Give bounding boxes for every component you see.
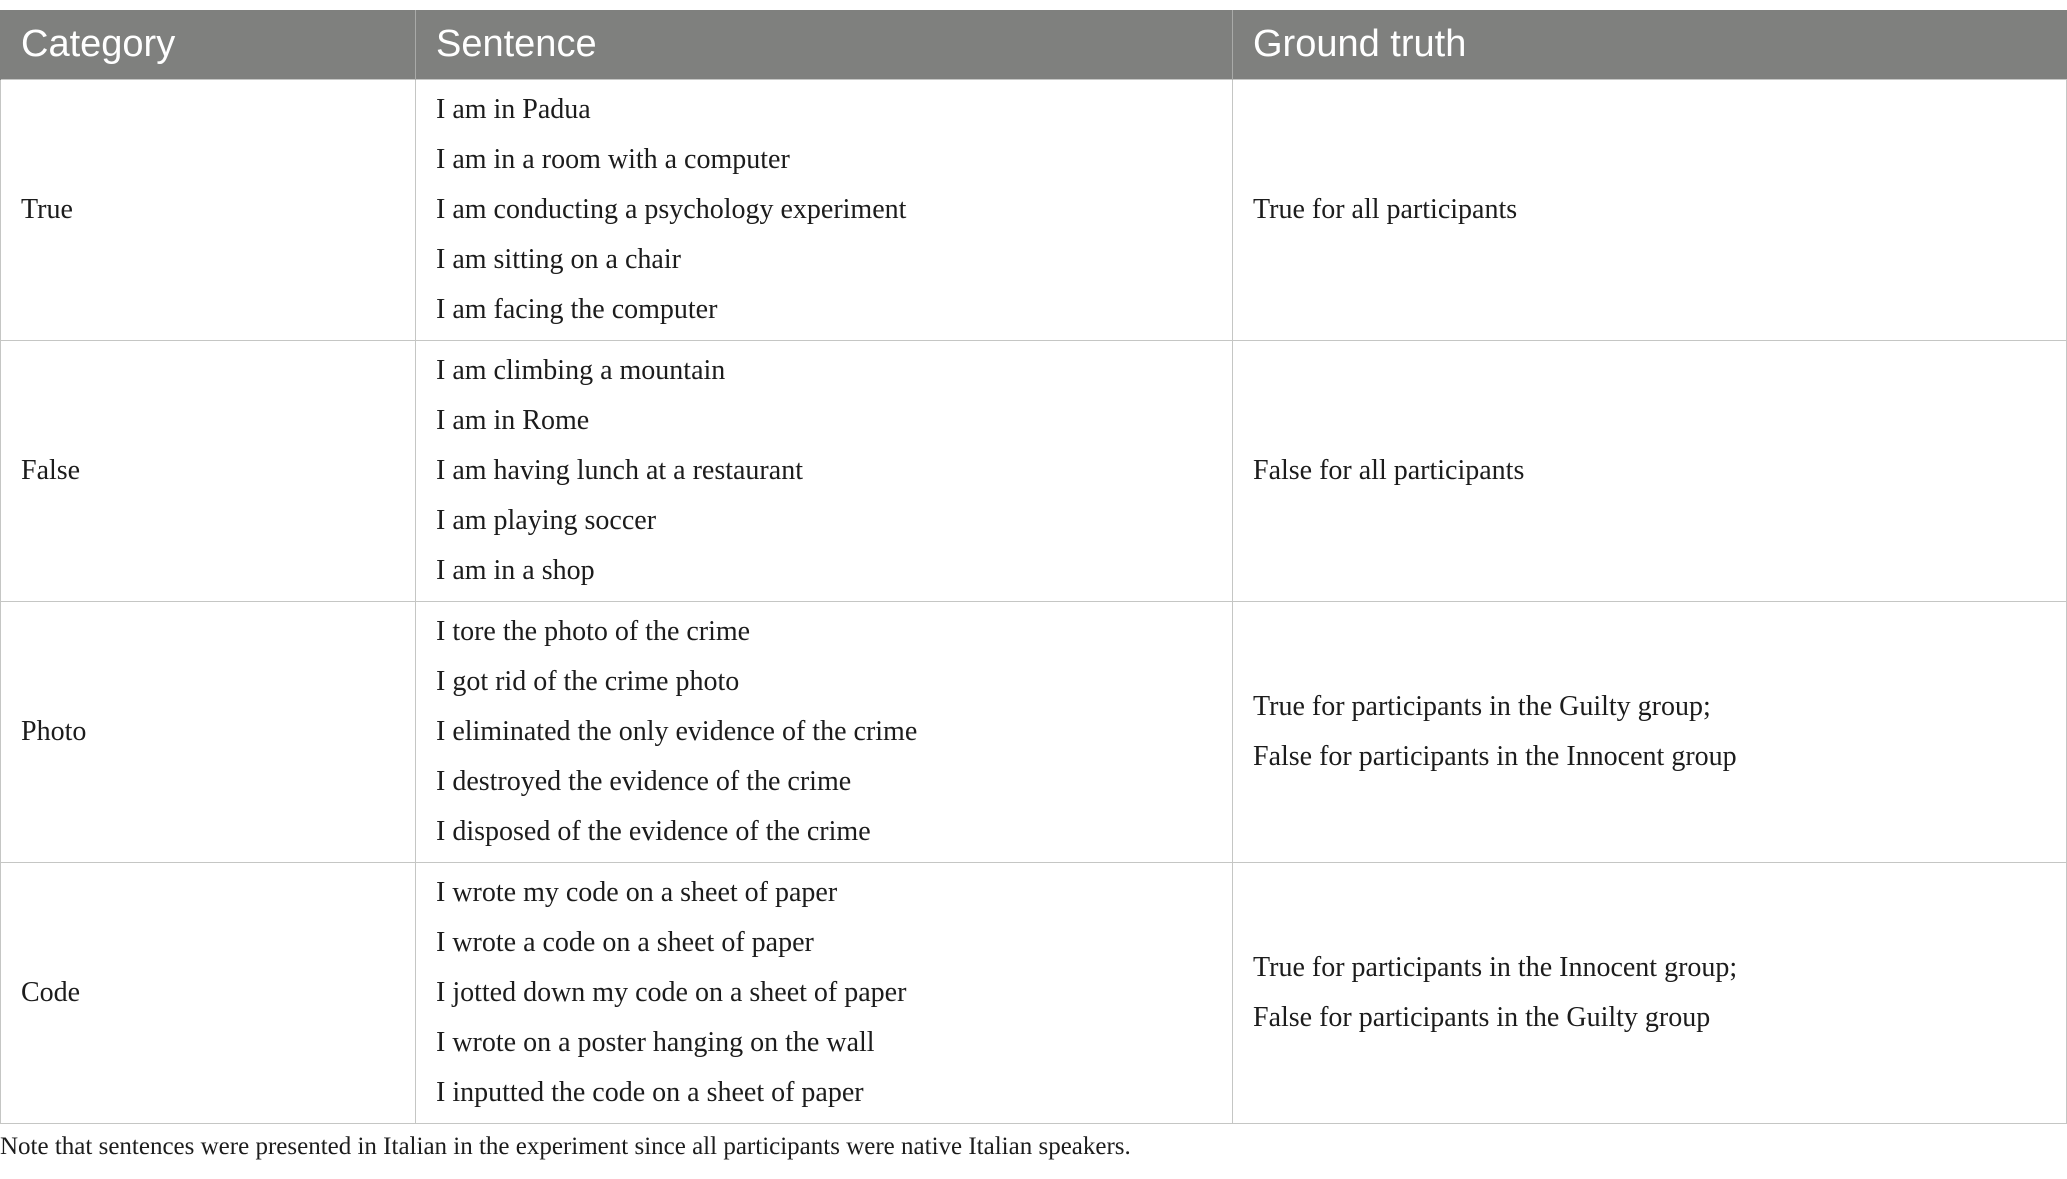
header-sentence: Sentence <box>416 10 1233 80</box>
sentence-item: I am in a shop <box>436 555 595 586</box>
sentence-cell <box>416 863 1233 1124</box>
header-row <box>1 10 2067 80</box>
sentence-item: I am playing soccer <box>436 505 657 536</box>
table-row <box>1 341 2067 602</box>
sentence-item: I wrote a code on a sheet of paper <box>436 927 814 958</box>
sentence-item: I wrote my code on a sheet of paper <box>436 877 838 908</box>
table-row <box>1 602 2067 863</box>
sentence-item: I am having lunch at a restaurant <box>436 455 803 486</box>
table-header <box>1 10 2067 80</box>
category-cell: Code <box>1 863 416 1124</box>
sentence-item: I jotted down my code on a sheet of paper <box>436 977 907 1008</box>
table-row <box>1 80 2067 341</box>
header-ground-truth: Ground truth <box>1233 10 2067 80</box>
sentence-item: I inputted the code on a sheet of paper <box>436 1077 864 1108</box>
ground-truth-line: True for participants in the Guilty group; <box>1253 691 1711 722</box>
sentence-cell <box>416 602 1233 863</box>
sentence-item: I am sitting on a chair <box>436 244 681 275</box>
ground-truth-cell <box>1233 80 2067 341</box>
sentence-item: I am in Padua <box>436 94 591 125</box>
sentence-item: I am climbing a mountain <box>436 355 726 386</box>
category-cell: False <box>1 341 416 602</box>
table-container <box>0 10 2066 1124</box>
ground-truth-line: False for participants in the Innocent group <box>1253 741 1737 772</box>
ground-truth-line: False for participants in the Guilty group <box>1253 1002 1711 1033</box>
table-row <box>1 863 2067 1124</box>
sentence-cell <box>416 80 1233 341</box>
category-cell: Photo <box>1 602 416 863</box>
sentence-item: I am in a room with a computer <box>436 144 790 175</box>
ground-truth-line: False for all participants <box>1253 455 1525 486</box>
ground-truth-line: True for all participants <box>1253 194 1518 225</box>
ground-truth-cell <box>1233 341 2067 602</box>
sentence-item: I am in Rome <box>436 405 590 436</box>
ground-truth-line: True for participants in the Innocent group; <box>1253 952 1738 983</box>
sentence-item: I disposed of the evidence of the crime <box>436 816 871 847</box>
sentence-item: I am conducting a psychology experiment <box>436 194 907 225</box>
sentence-cell <box>416 341 1233 602</box>
category-cell: True <box>1 80 416 341</box>
sentence-item: I tore the photo of the crime <box>436 616 751 647</box>
sentence-item: I am facing the computer <box>436 294 718 325</box>
sentences-table <box>0 10 2067 1124</box>
sentence-item: I eliminated the only evidence of the crime <box>436 716 918 747</box>
ground-truth-cell <box>1233 602 2067 863</box>
sentence-item: I destroyed the evidence of the crime <box>436 766 852 797</box>
sentence-item: I wrote on a poster hanging on the wall <box>436 1027 875 1058</box>
ground-truth-cell <box>1233 863 2067 1124</box>
table-footnote: Note that sentences were presented in Italian in the experiment since all participants were native Italian speakers. <box>0 1133 1131 1160</box>
sentence-item: I got rid of the crime photo <box>436 666 740 697</box>
table-body <box>1 80 2067 1124</box>
header-category: Category <box>1 10 416 80</box>
